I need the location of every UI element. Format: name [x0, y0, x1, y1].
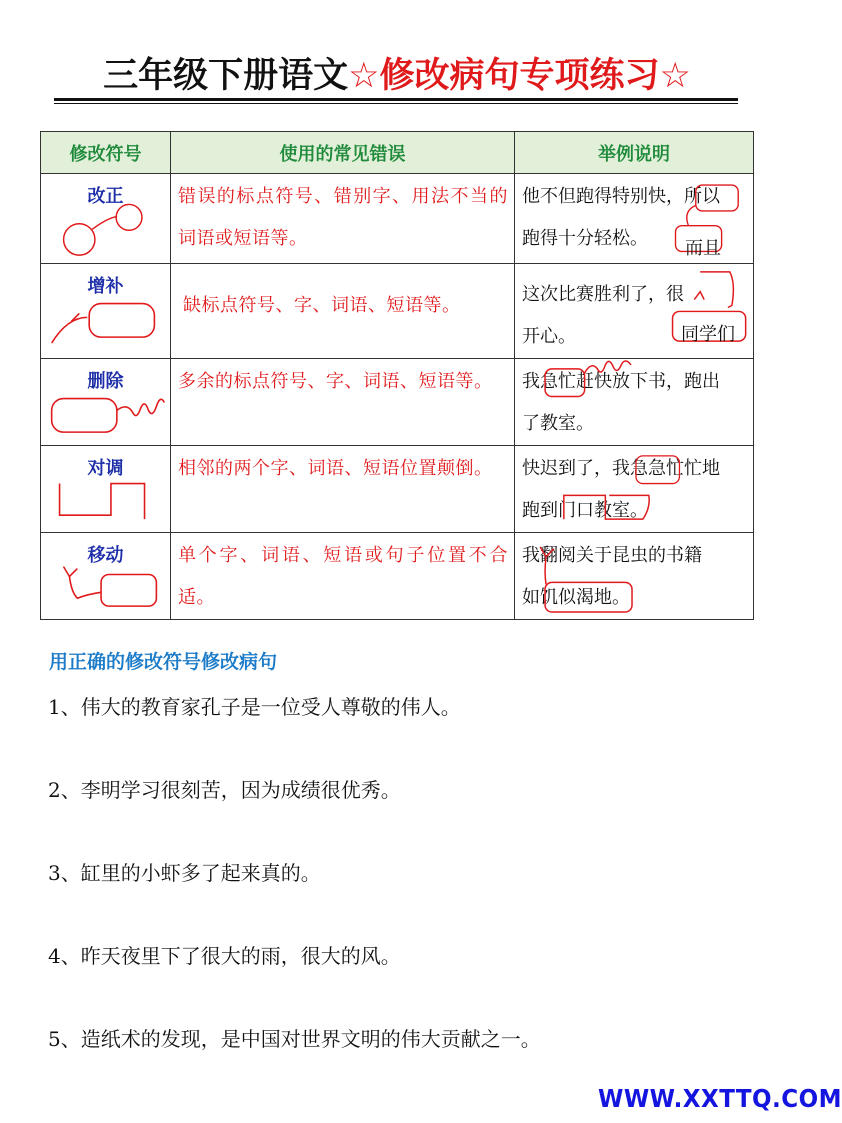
title-black: 三年级下册语文	[103, 56, 349, 96]
symbol-name: 对调	[87, 458, 124, 479]
example-line: 我翻阅关于昆虫的书籍	[522, 545, 702, 566]
symbol-cell	[41, 446, 171, 533]
star-right-icon: ☆	[659, 56, 691, 96]
correction-symbols-table	[40, 131, 754, 620]
example-cell	[515, 264, 754, 359]
page-title	[52, 54, 742, 98]
symbol-name: 移动	[87, 545, 124, 566]
question-item: 2、李明学习很刻苦，因为成绩很优秀。	[48, 778, 401, 802]
table-header-row	[41, 132, 754, 174]
example-line: 跑到门口教室。	[522, 500, 648, 521]
section-title: 用正确的修改符号修改病句	[49, 651, 278, 673]
example-line: 我急忙赶快放下书，跑出	[522, 371, 720, 392]
error-description: 缺标点符号、字、词语、短语等。	[171, 264, 515, 359]
symbol-name: 增补	[87, 276, 124, 297]
correct-mark-icon	[41, 174, 171, 257]
table-row	[41, 446, 754, 533]
example-cell	[515, 446, 754, 533]
symbol-cell	[41, 174, 171, 264]
error-description: 相邻的两个字、词语、短语位置颠倒。	[171, 446, 515, 533]
symbol-name: 改正	[87, 186, 124, 207]
correction-text: 同学们	[681, 324, 735, 345]
example-line: 了教室。	[522, 413, 594, 434]
example-line: 跑得十分轻松。	[522, 228, 648, 249]
symbol-cell	[41, 359, 171, 446]
example-line: 开心。	[522, 326, 576, 347]
table-row	[41, 174, 754, 264]
error-description: 多余的标点符号、字、词语、短语等。	[171, 359, 515, 446]
swap-mark-icon	[41, 446, 171, 529]
header-error: 使用的常见错误	[171, 132, 515, 174]
symbol-cell	[41, 264, 171, 359]
header-symbol: 修改符号	[41, 132, 171, 174]
insert-mark-icon	[41, 264, 171, 347]
example-cell	[515, 174, 754, 264]
error-description: 单个字、词语、短语或句子位置不合适。	[171, 533, 515, 620]
title-underline	[54, 98, 738, 101]
correction-annotation	[515, 446, 753, 529]
question-item: 4、昨天夜里下了很大的雨，很大的风。	[48, 944, 401, 968]
example-line: 他不但跑得特别快，所以	[522, 186, 720, 207]
correction-text: 而且	[685, 238, 721, 259]
footer-website: WWW.XXTTQ.COM	[598, 1084, 842, 1113]
star-left-icon: ☆	[348, 56, 380, 96]
table-row	[41, 359, 754, 446]
symbol-name: 删除	[87, 371, 124, 392]
question-item: 3、缸里的小虾多了起来真的。	[48, 861, 321, 885]
question-item: 5、造纸术的发现，是中国对世界文明的伟大贡献之一。	[48, 1027, 541, 1051]
example-line: 快迟到了，我急急忙忙地	[522, 458, 720, 479]
correction-annotation	[515, 533, 753, 616]
move-mark-icon	[41, 533, 171, 616]
table-row	[41, 264, 754, 359]
error-description: 错误的标点符号、错别字、用法不当的词语或短语等。	[171, 174, 515, 264]
delete-mark-icon	[41, 359, 171, 442]
title-red: 修改病句专项练习	[379, 56, 660, 96]
correction-annotation	[515, 359, 753, 442]
header-example: 举例说明	[515, 132, 754, 174]
title-underline-thin	[54, 103, 738, 104]
example-cell	[515, 533, 754, 620]
example-line: 如饥似渴地。	[522, 587, 630, 608]
example-cell	[515, 359, 754, 446]
table-row	[41, 533, 754, 620]
symbol-cell	[41, 533, 171, 620]
example-line: 这次比赛胜利了，很	[522, 284, 684, 305]
question-item: 1、伟大的教育家孔子是一位受人尊敬的伟人。	[48, 695, 461, 719]
